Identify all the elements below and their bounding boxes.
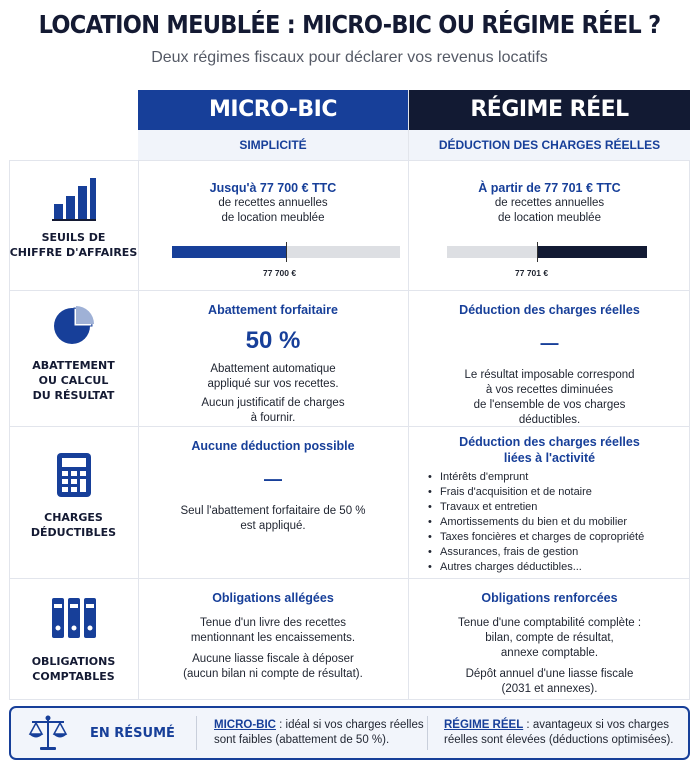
list-item: • Taxes foncières et charges de copropriété	[428, 530, 690, 545]
micro-bic-header: MICRO-BIC	[138, 90, 408, 130]
reel-obligations-text: Tenue d'une comptabilité complète :	[457, 617, 642, 629]
micro-threshold-tick	[286, 242, 287, 262]
reel-seuils-cell	[409, 180, 690, 226]
row-label-line: DU RÉSULTAT	[32, 389, 115, 402]
row-label-seuils	[9, 176, 138, 260]
summary-title: EN RÉSUMÉ	[90, 726, 175, 741]
summary-micro-text	[214, 718, 424, 748]
reel-abattement-cell	[409, 302, 690, 428]
reel-charges-headline: liées à l'activité	[503, 451, 596, 465]
binders-icon	[50, 596, 98, 640]
reel-threshold-label: 77 701 €	[515, 268, 549, 278]
micro-charges-headline: Aucune déduction possible	[191, 439, 355, 453]
summary-reel-line: : avantageux si vos charges	[523, 719, 669, 731]
row-label-charges	[9, 452, 138, 540]
micro-abattement-text: appliqué sur vos recettes.	[207, 378, 339, 390]
summary-reel-key: RÉGIME RÉEL	[444, 719, 524, 731]
list-item: • Assurances, frais de gestion	[428, 545, 690, 560]
summary-micro-line: sont faibles (abattement de 50 %).	[214, 734, 390, 746]
reel-charges-headline: Déduction des charges réelles	[459, 435, 640, 449]
reel-obligations-text: bilan, compte de résultat,	[485, 632, 614, 644]
micro-charges-text: est appliqué.	[240, 520, 306, 532]
micro-threshold-label: 77 700 €	[263, 268, 297, 278]
summary-reel-text	[444, 718, 684, 748]
list-item: • Autres charges déductibles...	[428, 560, 690, 575]
reel-obligations-text: (2031 et annexes).	[501, 683, 598, 695]
reel-seuils-headline: À partir de 77 701 € TTC	[478, 181, 621, 195]
regime-reel-header: RÉGIME RÉEL	[409, 90, 690, 130]
micro-obligations-text: Aucune liasse fiscale à déposer	[192, 653, 354, 665]
reel-obligations-headline: Obligations renforcées	[481, 591, 618, 605]
micro-bic-tagline: SIMPLICITÉ	[138, 130, 408, 160]
pie-chart-icon	[52, 304, 96, 348]
row-label-obligations	[9, 596, 138, 684]
list-item: • Travaux et entretien	[428, 500, 690, 515]
micro-obligations-text: mentionnant les encaissements.	[190, 632, 356, 644]
micro-obligations-cell	[138, 590, 408, 682]
regime-reel-tagline: DÉDUCTION DES CHARGES RÉELLES	[409, 130, 690, 160]
reel-obligations-cell	[409, 590, 690, 697]
scales-icon	[28, 714, 68, 752]
micro-abattement-text: à fournir.	[250, 412, 296, 424]
row-label-line: ABATTEMENT	[32, 359, 115, 372]
list-item: • Intérêts d'emprunt	[428, 470, 690, 485]
micro-abattement-rate: 50 %	[245, 327, 301, 354]
micro-threshold-bar-fill	[172, 246, 286, 258]
micro-charges-dash: —	[264, 469, 282, 489]
reel-charges-cell	[409, 434, 690, 575]
bar-chart-icon	[51, 176, 97, 222]
row-label-line: CHIFFRE D'AFFAIRES	[9, 246, 138, 259]
reel-abattement-text: à vos recettes diminuées	[485, 384, 614, 396]
reel-abattement-text: Le résultat imposable correspond	[464, 369, 635, 381]
micro-abattement-text: Abattement automatique	[210, 363, 336, 375]
reel-seuils-line: de location meublée	[498, 212, 601, 224]
micro-abattement-cell	[138, 302, 408, 426]
micro-obligations-headline: Obligations allégées	[212, 591, 334, 605]
page-title: LOCATION MEUBLÉE : MICRO-BIC OU RÉGIME RÉEL ?	[38, 10, 661, 39]
reel-threshold-bar-fill	[537, 246, 647, 258]
list-item: • Frais d'acquisition et de notaire	[428, 485, 690, 500]
row-label-line: DÉDUCTIBLES	[30, 526, 117, 539]
micro-seuils-cell	[138, 180, 408, 226]
page-subtitle: Deux régimes fiscaux pour déclarer vos revenus locatifs	[151, 49, 548, 66]
micro-abattement-text: Aucun justificatif de charges	[201, 397, 345, 409]
micro-abattement-headline: Abattement forfaitaire	[208, 303, 338, 317]
micro-obligations-text: Tenue d'un livre des recettes	[199, 617, 347, 629]
micro-seuils-line: de recettes annuelles	[218, 197, 328, 209]
row-label-line: OU CALCUL	[38, 374, 109, 387]
row-label-line: CHARGES	[44, 511, 103, 524]
micro-seuils-headline: Jusqu'à 77 700 € TTC	[209, 181, 337, 195]
row-label-line: COMPTABLES	[32, 670, 115, 683]
micro-obligations-text: (aucun bilan ni compte de résultat).	[183, 668, 363, 680]
deductible-charges-list	[409, 470, 690, 575]
micro-seuils-line: de location meublée	[221, 212, 325, 224]
summary-micro-key: MICRO-BIC	[214, 719, 276, 731]
summary-micro-line: : idéal si vos charges réelles	[275, 719, 424, 731]
reel-abattement-dash: —	[540, 333, 559, 353]
reel-abattement-text: déductibles.	[518, 414, 581, 426]
reel-abattement-text: de l'ensemble de vos charges	[473, 399, 626, 411]
calculator-icon	[56, 452, 92, 498]
summary-reel-line: réelles sont élevées (déductions optimisées).	[444, 734, 674, 746]
reel-threshold-tick	[537, 242, 538, 262]
row-label-abattement	[9, 304, 138, 403]
summary-divider	[427, 716, 428, 750]
row-divider	[9, 290, 690, 291]
row-label-line: SEUILS DE	[41, 231, 106, 244]
summary-divider	[196, 716, 197, 750]
reel-seuils-line: de recettes annuelles	[494, 197, 605, 209]
reel-obligations-text: annexe comptable.	[500, 647, 599, 659]
row-divider	[9, 578, 690, 579]
row-label-line: OBLIGATIONS	[31, 655, 116, 668]
list-item: • Amortissements du bien et du mobilier	[428, 515, 690, 530]
micro-charges-text: Seul l'abattement forfaitaire de 50 %	[180, 505, 366, 517]
micro-charges-cell	[138, 438, 408, 534]
reel-abattement-headline: Déduction des charges réelles	[459, 303, 640, 317]
reel-obligations-text: Dépôt annuel d'une liasse fiscale	[465, 668, 634, 680]
